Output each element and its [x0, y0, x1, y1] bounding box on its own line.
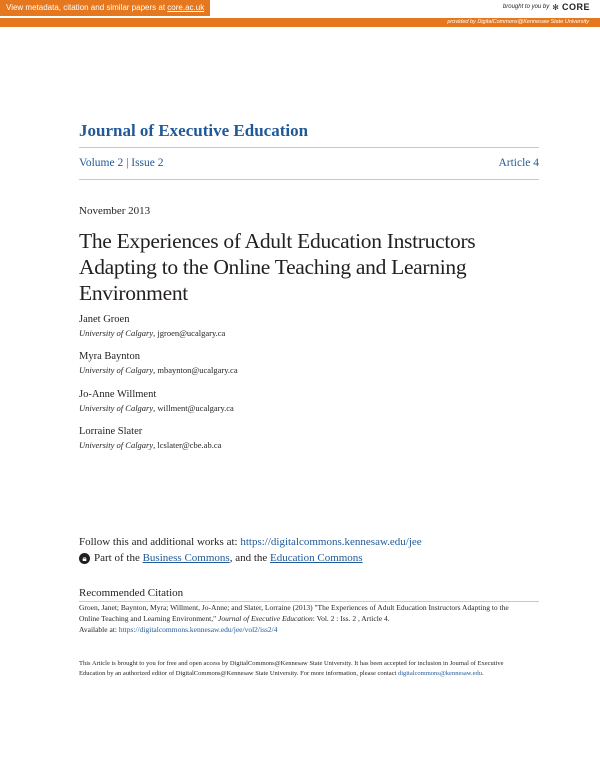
author-name: Janet Groen: [79, 314, 130, 325]
author-affiliation: [79, 402, 234, 414]
volume-line: [79, 157, 539, 169]
author-email: , lcslater@cbe.ab.ca: [153, 440, 222, 450]
author-institution: University of Calgary: [79, 403, 154, 413]
publication-date: November 2013: [79, 205, 151, 217]
citation-journal: Journal of Executive Education: [218, 614, 313, 623]
author-email: , willment@ucalgary.ca: [153, 403, 234, 413]
citation-url[interactable]: https://digitalcommons.kennesaw.edu/jee/vol2/iss2/4: [118, 625, 278, 634]
author-affiliation: [79, 439, 221, 451]
author-institution: University of Calgary: [79, 328, 154, 338]
author-email: , mbaynton@ucalgary.ca: [153, 365, 238, 375]
recommended-citation-heading: Recommended Citation: [79, 587, 184, 599]
author-block: [79, 425, 221, 451]
core-logo[interactable]: CORE: [561, 2, 590, 12]
core-provider-bar: [0, 18, 600, 27]
author-block: [79, 388, 234, 414]
footer-text: This Article is brought to you for free and open access by DigitalCommons@Kennesaw State University. It has been accepted for inclusion in Journal of Executive Education by an authorized editor of DigitalCommons@Kennesaw State University. For more information, please contact: [79, 660, 504, 677]
part-of-prefix: Part of the: [94, 552, 143, 564]
core-banner: [0, 0, 600, 27]
author-name: Lorraine Slater: [79, 426, 143, 437]
author-institution: University of Calgary: [79, 365, 154, 375]
volume-issue-link[interactable]: Volume 2 | Issue 2: [79, 157, 164, 169]
brought-by-text: brought to you by: [502, 4, 550, 10]
core-metadata-text: View metadata, citation and similar papers at: [6, 3, 168, 12]
journal-title[interactable]: Journal of Executive Education: [79, 121, 309, 140]
author-block: [79, 313, 225, 339]
open-access-icon: 🔒︎: [79, 553, 90, 564]
business-commons-link[interactable]: Business Commons: [142, 552, 230, 564]
author-affiliation: [79, 364, 238, 376]
core-metadata-bar: [0, 0, 210, 16]
education-commons-link[interactable]: Education Commons: [270, 552, 363, 564]
core-link[interactable]: core.ac.uk: [167, 3, 205, 12]
core-logo-icon: ✻: [552, 2, 559, 12]
author-name: Myra Baynton: [79, 351, 140, 362]
author-institution: University of Calgary: [79, 440, 154, 450]
citation-available-label: Available at:: [79, 625, 119, 634]
paper-title: The Experiences of Adult Education Instructors Adapting to the Online Teaching and Learning Environment: [79, 229, 476, 305]
follow-line: [79, 536, 422, 548]
footer-email[interactable]: digitalcommons@kennesaw.edu: [397, 670, 483, 677]
author-name: Jo-Anne Willment: [79, 389, 157, 400]
author-affiliation: [79, 327, 225, 339]
author-email: , jgroen@ucalgary.ca: [153, 328, 226, 338]
footer-end: .: [482, 670, 484, 677]
follow-text: Follow this and additional works at:: [79, 536, 241, 548]
author-block: [79, 350, 238, 376]
article-link[interactable]: Article 4: [498, 157, 539, 169]
part-of-line: [79, 552, 363, 564]
follow-url[interactable]: https://digitalcommons.kennesaw.edu/jee: [240, 536, 422, 548]
citation-line2: : Vol. 2 : Iss. 2 , Article 4.: [312, 614, 390, 623]
core-provider-text[interactable]: provided by DigitalCommons@Kennesaw State University: [447, 19, 589, 25]
divider-bottom: [79, 179, 539, 180]
divider-top: [79, 147, 539, 148]
core-brought-by: [503, 2, 590, 12]
access-footer: [79, 659, 529, 679]
part-of-middle: , and the: [229, 552, 271, 564]
citation-line1: Groen, Janet; Baynton, Myra; Willment, Jo-Anne; and Slater, Lorraine (2013) "The Experiences of Adult Education Instructors Adapting to the Online Teaching and Learning Environment,": [79, 603, 509, 623]
recommended-citation-text: [79, 602, 529, 635]
